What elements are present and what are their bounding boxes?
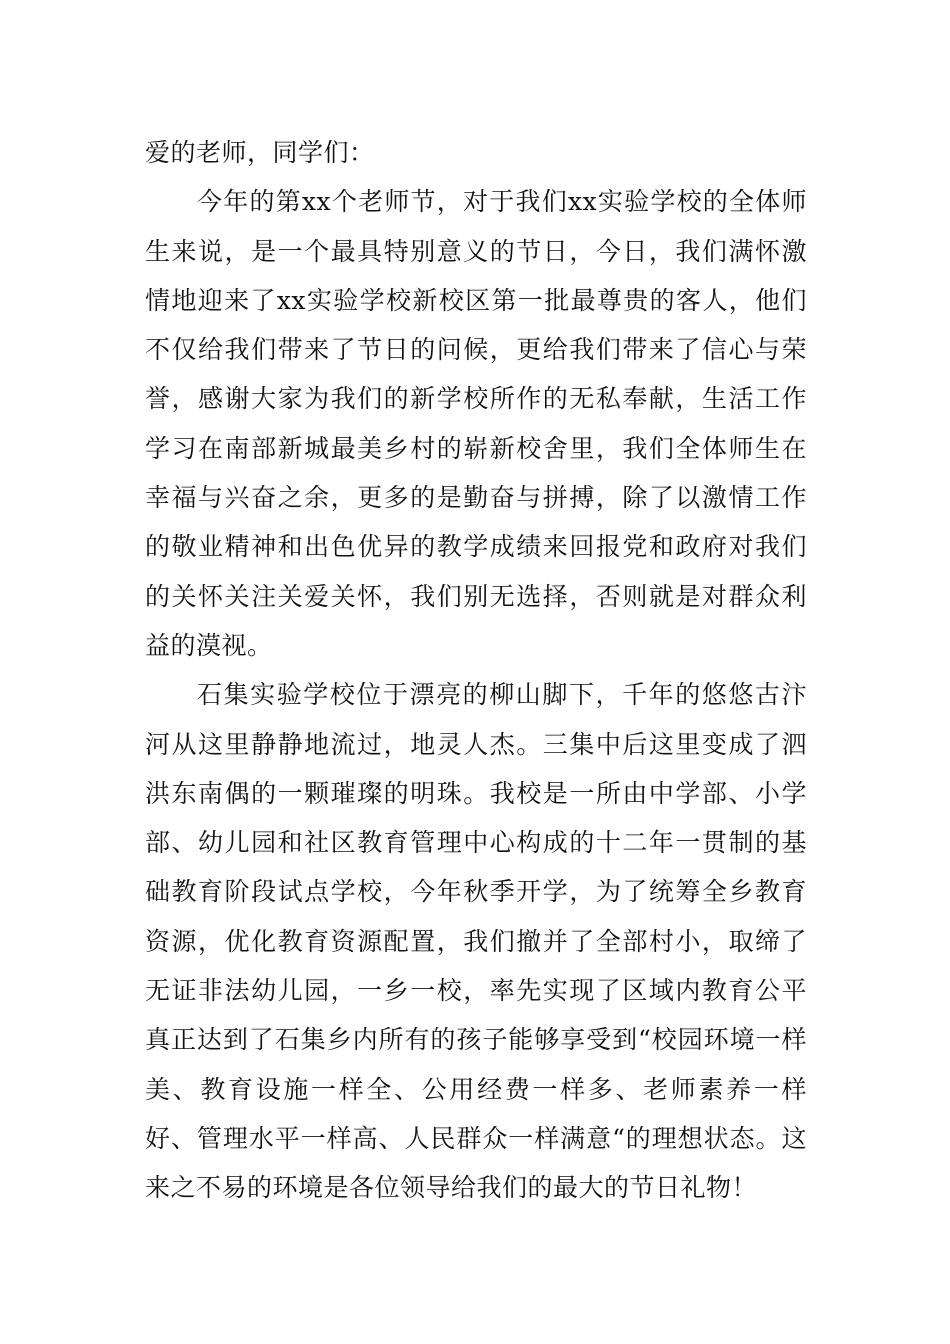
- greeting-line: 爱的老师，同学们：: [145, 138, 375, 167]
- paragraph-teachers-day: 今年的第xx个老师节，对于我们xx实验学校的全体师生来说，是一个最具特别意义的节日，今日，我们满怀激情地迎来了xx实验学校新校区第一批最尊贵的客人，他们不仅给我们带来了节日的问候，更给我们带来了信心与荣誉，感谢大家为我们的新学校所作的无私奉献，生活工作学习在南部新城最美乡村的崭新校舍里，我们全体师生在幸福与兴奋之余，更多的是勤奋与拼搏，除了以激情工作的敬业精神和出色优异的教学成绩来回报党和政府对我们的关怀关注关爱关怀，我们别无选择，否则就是对群众利益的漠视。: [145, 187, 807, 660]
- document-body: [145, 128, 807, 1213]
- paragraph-school-intro: 石集实验学校位于漂亮的柳山脚下，千年的悠悠古汴河从这里静静地流过，地灵人杰。三集中后这里变成了泗洪东南偶的一颗璀璨的明珠。我校是一所由中学部、小学部、幼儿园和社区教育管理中心构成的十二年一贯制的基础教育阶段试点学校，今年秋季开学，为了统筹全乡教育资源，优化教育资源配置，我们撤并了全部村小，取缔了无证非法幼儿园，一乡一校，率先实现了区域内教育公平真正达到了石集乡内所有的孩子能够享受到“校园环境一样美、教育设施一样全、公用经费一样多、老师素养一样好、管理水平一样高、人民群众一样满意“的理想状态。这来之不易的环境是各位领导给我们的最大的节日礼物！: [145, 680, 807, 1203]
